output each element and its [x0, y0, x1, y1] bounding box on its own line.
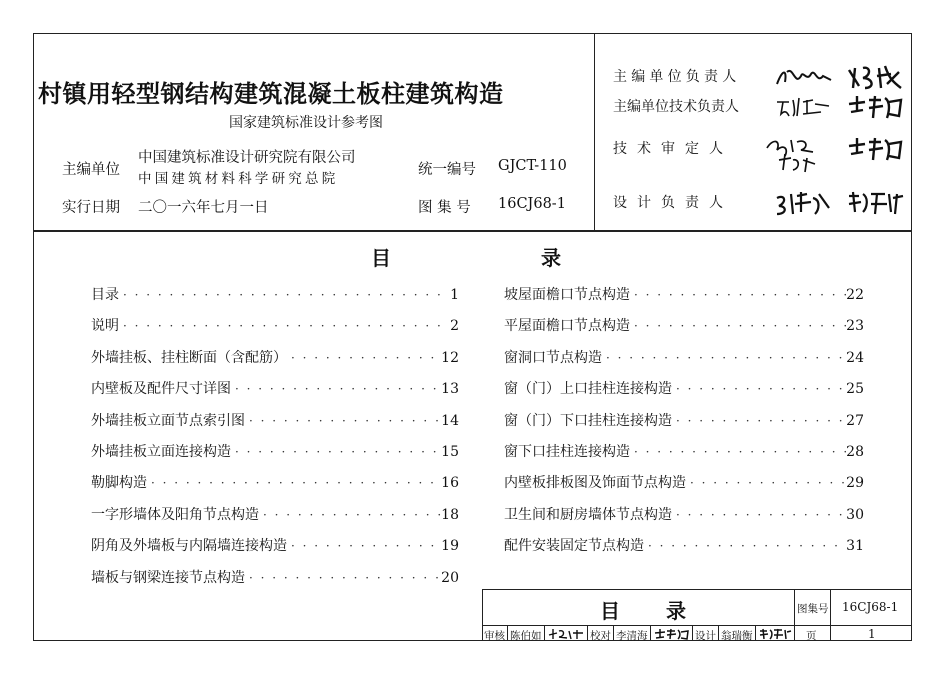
atlas-subtitle: 国家建筑标准设计参考图	[229, 115, 383, 131]
reviewer-name: 陈伯如	[510, 630, 542, 642]
signature-role: 设计负责人	[613, 195, 733, 211]
toc-entry-page: 20	[441, 569, 459, 586]
toc-entry[interactable]	[504, 410, 864, 441]
toc-entry[interactable]	[91, 535, 459, 566]
toc-entry-title: 窗下口挂柱连接构造	[504, 443, 630, 460]
toc-entry-title: 外墙挂板立面连接构造	[91, 443, 231, 460]
toc-entry-title: 窗（门）下口挂柱连接构造	[504, 412, 672, 429]
editor-unit-1: 中国建筑标准设计研究院有限公司	[138, 150, 356, 166]
design-label: 设计	[695, 630, 716, 642]
designer-name: 翁瑞衡	[721, 630, 753, 642]
handwritten-signature	[773, 188, 835, 218]
page-number: 1	[868, 627, 876, 641]
toc-entry-page: 24	[846, 349, 864, 366]
checker-name: 李清海	[616, 630, 648, 642]
signature-row	[613, 188, 903, 218]
toc-entry[interactable]	[91, 472, 459, 503]
reviewer-signature	[547, 627, 585, 640]
title-block-rule	[482, 625, 912, 626]
leader-dots	[672, 382, 846, 396]
signature-panel	[595, 34, 911, 230]
toc-entry-title: 配件安装固定节点构造	[504, 538, 644, 555]
toc-entry-title: 阴角及外墙板与内隔墙连接构造	[91, 538, 287, 555]
cell-divider	[692, 625, 693, 641]
implementation-date: 二〇一六年七月一日	[138, 200, 269, 216]
toc-entry-title: 窗洞口节点构造	[504, 349, 602, 366]
leader-dots	[630, 445, 846, 459]
toc-entry-page: 2	[450, 318, 459, 335]
leader-dots	[672, 508, 846, 522]
toc-heading-char-1: 目	[371, 246, 391, 270]
leader-dots	[259, 508, 441, 522]
signature-row	[613, 62, 903, 92]
toc-entry-title: 内壁板及配件尺寸详图	[91, 381, 231, 398]
atlas-no-label: 图 集 号	[418, 200, 471, 216]
cell-divider	[755, 625, 756, 641]
review-label: 审核	[484, 630, 505, 642]
leader-dots	[119, 319, 443, 333]
toc-entry[interactable]	[91, 504, 459, 535]
toc-entry-page: 31	[846, 538, 864, 555]
title-block-border	[482, 589, 483, 641]
leader-dots	[245, 414, 441, 428]
toc-entry-title: 卫生间和厨房墙体节点构造	[504, 506, 672, 523]
designer-signature	[758, 627, 792, 640]
leader-dots	[287, 539, 441, 553]
toc-entry-title: 勒脚构造	[91, 475, 147, 492]
toc-entry-title: 平屋面檐口节点构造	[504, 318, 630, 335]
toc-entry-title: 内壁板排板图及饰面节点构造	[504, 475, 686, 492]
title-block-rule	[830, 589, 831, 641]
toc-left-column	[91, 284, 459, 598]
toc-entry[interactable]	[504, 315, 864, 346]
toc-entry[interactable]	[504, 472, 864, 503]
signature-row	[613, 134, 903, 174]
toc-entry-page: 22	[846, 287, 864, 303]
toc-entry-title: 窗（门）上口挂柱连接构造	[504, 381, 672, 398]
toc-entry-page: 13	[441, 381, 459, 398]
leader-dots	[630, 319, 846, 333]
cell-divider	[544, 625, 545, 641]
toc-entry-page: 1	[450, 287, 459, 303]
signature-role: 技术审定人	[613, 141, 733, 157]
header-info-panel	[34, 34, 594, 230]
editor-unit-2: 中国建筑材料科学研究总院	[138, 171, 339, 187]
leader-dots	[644, 539, 846, 553]
toc-entry[interactable]	[91, 410, 459, 441]
handwritten-signature	[845, 62, 905, 92]
toc-entry[interactable]	[91, 567, 459, 598]
signature-role: 主编单位负责人	[613, 69, 741, 85]
handwritten-signature	[845, 188, 907, 218]
leader-dots	[245, 571, 441, 585]
toc-entry-page: 18	[441, 506, 459, 523]
toc-entry-page: 12	[441, 349, 459, 366]
toc-entry-page: 28	[846, 443, 864, 460]
toc-entry-title: 目录	[91, 287, 119, 303]
leader-dots	[147, 476, 441, 490]
toc-entry-title: 外墙挂板立面节点索引图	[91, 412, 245, 429]
drawing-sheet	[33, 33, 912, 641]
handwritten-signature	[763, 134, 831, 174]
leader-dots	[231, 445, 441, 459]
cell-divider	[507, 625, 508, 641]
page-label: 页	[806, 630, 817, 642]
cell-divider	[613, 625, 614, 641]
handwritten-signature	[773, 62, 835, 92]
toc-entry-page: 27	[846, 412, 864, 429]
toc-heading-char-2: 录	[541, 246, 561, 270]
toc-entry-page: 14	[441, 412, 459, 429]
signature-role: 主编单位技术负责人	[613, 99, 739, 115]
date-label: 实行日期	[62, 200, 120, 216]
atlas-title: 村镇用轻型钢结构建筑混凝土板柱建筑构造	[38, 80, 504, 108]
toc-entry-title: 墙板与钢梁连接节点构造	[91, 569, 245, 586]
toc-right-column	[504, 284, 864, 567]
title-block-name-char-2: 录	[666, 599, 686, 623]
toc-entry-page: 29	[846, 475, 864, 492]
leader-dots	[231, 382, 441, 396]
unified-no-label: 统一编号	[418, 162, 476, 178]
title-block-atlas-no: 16CJ68-1	[842, 600, 899, 614]
toc-entry[interactable]	[91, 378, 459, 409]
leader-dots	[672, 414, 846, 428]
leader-dots	[287, 351, 441, 365]
title-block-name-char-1: 目	[600, 599, 620, 623]
toc-entry[interactable]	[504, 535, 864, 566]
toc-entry-title: 一字形墙体及阳角节点构造	[91, 506, 259, 523]
toc-entry-title: 外墙挂板、挂柱断面（含配筋）	[91, 349, 287, 366]
unified-no: GJCT-110	[498, 158, 567, 174]
title-block-rule	[794, 589, 795, 641]
toc-entry-page: 25	[846, 381, 864, 398]
cell-divider	[650, 625, 651, 641]
toc-entry[interactable]	[91, 347, 459, 378]
toc-entry[interactable]	[504, 441, 864, 472]
atlas-no: 16CJ68-1	[498, 196, 566, 212]
handwritten-signature	[845, 92, 907, 122]
check-label: 校对	[590, 630, 611, 642]
handwritten-signature	[845, 134, 907, 164]
toc-entry[interactable]	[91, 441, 459, 472]
leader-dots	[686, 476, 846, 490]
leader-dots	[602, 351, 846, 365]
checker-signature	[653, 627, 691, 640]
toc-entry-title: 坡屋面檐口节点构造	[504, 287, 630, 303]
toc-entry[interactable]	[504, 284, 864, 315]
toc-entry[interactable]	[91, 315, 459, 346]
cell-divider	[587, 625, 588, 641]
toc-entry-page: 30	[846, 506, 864, 523]
toc-entry-page: 16	[441, 475, 459, 492]
handwritten-signature	[773, 92, 835, 122]
toc-entry[interactable]	[504, 504, 864, 535]
toc-entry[interactable]	[504, 347, 864, 378]
editor-label: 主编单位	[62, 162, 120, 178]
title-block-border	[482, 589, 912, 590]
cell-divider	[718, 625, 719, 641]
toc-entry[interactable]	[504, 378, 864, 409]
leader-dots	[119, 288, 443, 302]
title-block	[482, 589, 912, 641]
toc-entry[interactable]	[91, 284, 459, 315]
toc-entry-page: 23	[846, 318, 864, 335]
toc-entry-title: 说明	[91, 318, 119, 335]
toc-entry-page: 19	[441, 538, 459, 555]
header-bottom-rule	[34, 230, 911, 232]
atlas-label: 图集号	[797, 603, 829, 615]
toc-entry-page: 15	[441, 443, 459, 460]
leader-dots	[630, 288, 846, 302]
signature-row	[613, 92, 903, 122]
